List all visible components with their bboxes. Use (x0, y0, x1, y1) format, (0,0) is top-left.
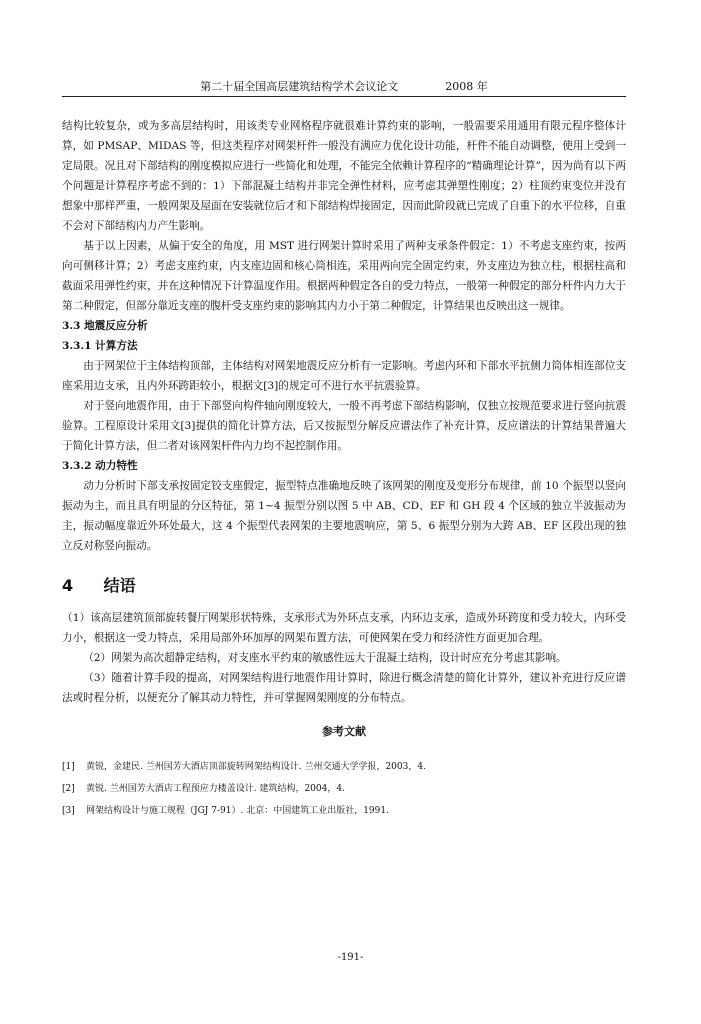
body-paragraph-4: 对于竖向地震作用，由于下部竖向构件轴向刚度较大，一般不再考虑下部结构影响，仅独立按规范要求进行竖向抗震验算。工程原设计采用文[3]提供的简化计算方法，后又按振型分解反应谱法作了补充计算，反应谱法的计算结果普遍大于简化计算方法，但二者对该网架杆件内力均不起控制作用。 (62, 400, 626, 452)
reference-item (62, 800, 626, 822)
conclusion-list (62, 608, 626, 708)
reference-item (62, 778, 626, 800)
body-paragraph-1: 结构比较复杂，或为多高层结构时，用该类专业网格程序就很难计算约束的影响，一般需要采用通用有限元程序整体计算，如 PMSAP、MIDAS 等，但这类程序对网架杆件一般没有满应力优化设计功能，杆件不能自动调整，使用上受到一定局限。况且对下部结构的刚度模拟应进行一些简化和处理，不能完全依赖计算程序的“精确理论计算”，因为尚有以下两个问题是计算程序考虑不到的：1）下部混凝土结构并非完全弹性材料，应考虑其弹塑性刚度；2）柱顶约束变位并没有想象中那样严重，一般网架及屋面在安装就位后才和下部结构焊接固定，因而此阶段就已完成了自重下的水平位移，自重不会对下部结构内力产生影响。 (62, 120, 626, 232)
conclusion-item-1: （1）该高层建筑顶部旋转餐厅网架形状特殊，支承形式为外环点支承，内环边支承，造成外环跨度和受力较大，内环受力小，根据这一受力特点，采用局部外环加厚的网架布置方法，可使网架在受力和经济性方面更加合理。 (62, 612, 626, 644)
header-year: 2008 年 (445, 80, 488, 93)
subsection-heading-3-3-2: 3.3.2 动力特性 (62, 460, 138, 472)
reference-tag: [2] (62, 784, 75, 794)
page-number: -191- (337, 952, 364, 963)
section-number: 4 (62, 576, 74, 595)
body-paragraph-5: 动力分析时下部支承按固定铰支座假定，振型特点准确地反映了该网架的刚度及变形分布规律，前 10 个振型以竖向振动为主，而且具有明显的分区特征，第 1~4 振型分别以图 5 中 AB、CD、EF 和 GH 段 4 个区域的独立半波振动为主，振动幅度靠近外环处最大，这 4 个振型代表网架的主要地震响应，第 5、6 振型分别为大跨 AB、EF 区段出现的独立反对称竖向振动。 (62, 480, 626, 552)
subsection-heading-3-3-1: 3.3.1 计算方法 (62, 340, 138, 352)
conclusion-item-3: （3）随着计算手段的提高，对网架结构进行地震作用计算时，除进行概念清楚的简化计算外，建议补充进行反应谱法或时程分析，以便充分了解其动力特性，并可掌握网架刚度的分布特点。 (62, 672, 626, 704)
reference-text: 黄锐. 兰州国芳大酒店工程预应力楼盖设计. 建筑结构，2004，4. (86, 784, 345, 794)
running-header (62, 80, 626, 94)
body-paragraph-2: 基于以上因素，从偏于安全的角度，用 MST 进行网架计算时采用了两种支承条件假定：1）不考虑支座约束，按两向可侧移计算；2）考虑支座约束，内支座边固和核心筒相连，采用两向完全固定约束，外支座边为独立柱，根据柱高和截面采用弹性约束，并在这种情况下计算温度作用。根据两种假定各自的受力特点，一般第一种假定的部分杆件内力大于第二种假定，但部分靠近支座的腹杆受支座约束的影响其内力小于第二种假定，计算结果也反映出这一规律。 (62, 240, 626, 312)
body-paragraph-3: 由于网架位于主体结构顶部，主体结构对网架地震反应分析有一定影响。考虑内环和下部水平抗侧力筒体相连部位支座采用边支承，且内外环跨距较小，根据文[3]的规定可不进行水平抗震验算。 (62, 360, 626, 392)
subsection-heading-3-3: 3.3 地震反应分析 (62, 320, 148, 332)
reference-tag: [3] (62, 806, 75, 816)
reference-item (62, 756, 626, 778)
reference-tag: [1] (62, 762, 75, 772)
conference-title: 第二十届全国高层建筑结构学术会议论文 (200, 80, 399, 93)
reference-list (62, 756, 626, 822)
reference-text: 黄锐，金建民. 兰州国芳大酒店顶部旋转网架结构设计. 兰州交通大学学报，2003，4. (86, 762, 426, 772)
reference-text: 网架结构设计与施工规程（JGJ 7-91）. 北京：中国建筑工业出版社，1991. (86, 806, 389, 816)
conclusion-item-2: （2）网架为高次超静定结构，对支座水平约束的敏感性远大于混凝土结构，设计时应充分考虑其影响。 (83, 652, 567, 664)
section-heading-conclusion (62, 576, 626, 596)
header-rule (62, 96, 626, 97)
references-heading: 参考文献 (322, 725, 366, 738)
section-title: 结语 (103, 576, 136, 595)
main-content (62, 116, 626, 822)
